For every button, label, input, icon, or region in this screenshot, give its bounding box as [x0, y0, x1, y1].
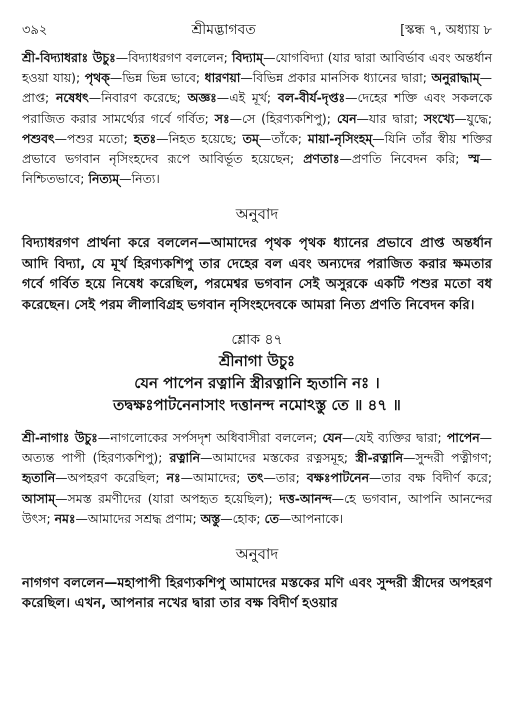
- synonym-meaning: —আমাদের সশ্রদ্ধ প্রণাম;: [75, 510, 201, 526]
- synonym-meaning: —আমাদের মস্তকের রত্নসমূহ;: [200, 450, 356, 466]
- synonym-term: পৃথক্: [84, 70, 110, 86]
- synonym-meaning: —অত্যন্ত পাপী (হিরণ্যকশিপু);: [22, 430, 493, 466]
- synonym-term: সঃ: [214, 110, 230, 126]
- synonym-term: বল-বীর্য-দৃপ্তঃ: [277, 90, 346, 106]
- synonym-meaning: —নিত্য।: [119, 171, 160, 187]
- translation-paragraph-1: বিদ্যাধরগণ প্রার্থনা করে বললেন—আমাদের পৃথক পৃথক ধ্যানের প্রভাবে প্রাপ্ত অন্তর্ধান আদি বিদ্যা, যে মূর্খ হিরণ্যকশিপু তার দেহের বল এবং অন্যদের পরাজিত করার ক্ষমতার গর্বে গর্বিত হয়ে নিষেধ করেছিল, পরমেশ্বর ভগবান সেই অসুরকে একটি পশুর মতো বধ করেছেন। সেই পরম লীলাবিগ্রহ ভগবান নৃসিংহদেবকে আমরা নিত্য প্রণতি নিবেদন করি।: [22, 236, 492, 313]
- synonym-term: রত্নানি: [169, 450, 201, 466]
- synonyms-paragraph-1: [22, 48, 492, 189]
- synonym-term: নিত্যম্: [88, 171, 120, 187]
- synonym-meaning: —তার বক্ষ বিদীর্ণ করে;: [368, 470, 493, 486]
- synonym-meaning: —পশুর মতো;: [54, 130, 134, 146]
- synonym-term: তে: [264, 510, 279, 526]
- synonym-term: শ্রী-বিদ্যাধরাঃ উচুঃ: [22, 50, 116, 65]
- synonym-term: অস্তু: [200, 510, 221, 526]
- synonym-meaning: —তাঁকে;: [258, 130, 308, 146]
- synonym-meaning: —যোগবিদ্যা (যার দ্বারা আবির্ভাব এবং অন্তর্ধান হওয়া যায়);: [22, 50, 492, 86]
- synonym-term: স্ত্রী-রত্নানি: [355, 450, 404, 466]
- verse-line-2: তদ্বক্ষঃপাটনেনাসাং দত্তানন্দ নমোঽস্তু তে ॥ ৪৭ ॥: [113, 396, 401, 415]
- synonym-meaning: —যেই ব্যক্তির দ্বারা;: [342, 430, 447, 446]
- book-title: শ্রীমদ্ভাগবত: [191, 22, 256, 38]
- synonym-meaning: —যার দ্বারা;: [356, 110, 424, 126]
- verse-number: শ্লোক ৪৭: [231, 332, 283, 349]
- synonym-term: আসাম্: [22, 490, 56, 506]
- synonym-term: হৃতানি: [22, 470, 56, 486]
- synonym-term: শ্রী-নাগাঃ উচুঃ: [22, 430, 98, 446]
- synonym-meaning: —নিবারণ করেছে;: [88, 90, 188, 106]
- synonym-meaning: —তার;: [263, 470, 307, 486]
- page-header: [22, 18, 492, 38]
- synonym-meaning: —ভিন্ন ভিন্ন ভাবে;: [109, 70, 205, 86]
- synonym-term: হতঃ: [133, 130, 157, 146]
- synonym-meaning: —যিনি তাঁর স্বীয় শক্তির প্রভাবে ভগবান নৃসিংহদেব রূপে আবির্ভূত হয়েছেন;: [22, 130, 492, 167]
- synonym-term: স্ম: [468, 151, 480, 167]
- synonym-meaning: —সমস্ত রমণীদের (যারা অপহৃত হয়েছিল);: [55, 490, 280, 506]
- synonym-meaning: —যুদ্ধে;: [454, 110, 493, 126]
- translation-paragraph-2: নাগগণ বললেন—মহাপাপী হিরণ্যকশিপু আমাদের মস্তকের মণি এবং সুন্দরী স্ত্রীদের অপহরণ করেছিল। এখন, আপনার নখের দ্বারা তার বক্ষ বিদীর্ণ হওয়ার: [22, 576, 492, 612]
- synonym-meaning: —প্রাপ্ত;: [22, 70, 492, 106]
- synonym-term: মায়া-নৃসিংহম্: [307, 130, 373, 146]
- synonym-term: বিদ্যাম্: [232, 50, 264, 65]
- synonym-term: বক্ষঃপাটনেন: [306, 470, 369, 486]
- synonym-term: নঃ: [166, 470, 181, 486]
- synonym-term: অজ্ঞঃ: [187, 90, 217, 106]
- synonym-meaning: —অপহরণ করেছিল;: [55, 470, 167, 486]
- synonym-term: দত্ত-আনন্দ: [279, 490, 332, 506]
- synonym-meaning: —বিভিন্ন প্রকার মানসিক ধ্যানের দ্বারা;: [240, 70, 432, 86]
- chapter-reference: [স্কন্ধ ৭, অধ্যায় ৮: [400, 23, 492, 38]
- synonym-term: তৎ: [247, 470, 264, 486]
- synonym-meaning: —দেহের শক্তি এবং সকলকে পরাজিত করার সামর্থ্যের গর্বে গর্বিত;: [22, 90, 492, 126]
- translation-heading-1: অনুবাদ: [235, 205, 279, 224]
- synonym-meaning: —নিহত হয়েছে;: [156, 130, 243, 146]
- synonym-meaning: —হোক;: [220, 510, 265, 526]
- synonym-term: পাপেন: [446, 430, 480, 446]
- synonym-term: অনুরাদ্ধাম্: [431, 70, 480, 86]
- synonyms-paragraph-2: [22, 428, 492, 529]
- translation-heading-2: অনুবাদ: [235, 545, 279, 564]
- synonym-term: যেন: [336, 110, 357, 126]
- verse-speaker: শ্রীনাগা উচুঃ: [218, 352, 296, 371]
- synonym-meaning: —প্রণতি নিবেদন করি;: [339, 151, 469, 167]
- synonym-meaning: —বিদ্যাধরগণ বললেন;: [115, 50, 233, 65]
- synonym-meaning: —নিশ্চিতভাবে;: [22, 151, 492, 187]
- synonym-term: ধারণয়া: [204, 70, 241, 86]
- synonym-meaning: —সে (হিরণ্যকশিপু);: [229, 110, 337, 126]
- synonym-meaning: —আমাদের;: [180, 470, 248, 486]
- synonym-meaning: —সুন্দরী পত্নীগণ;: [403, 450, 492, 466]
- synonym-term: যেন: [322, 430, 343, 446]
- synonym-meaning: —নাগলোকের সর্পসদৃশ অধিবাসীরা বললেন;: [97, 430, 323, 446]
- synonym-term: নষেধৎ: [55, 90, 89, 106]
- synonym-term: তম্: [242, 130, 259, 146]
- synonym-meaning: —এই মূর্খ;: [216, 90, 278, 106]
- synonym-term: সংখ্যে: [424, 110, 455, 126]
- synonym-meaning: —হে ভগবান, আপনি আনন্দের উৎস;: [22, 490, 493, 526]
- synonym-term: পশুবৎ: [22, 130, 55, 146]
- page: [22, 18, 492, 615]
- synonym-term: প্রণতাঃ: [303, 151, 340, 167]
- synonym-meaning: —আপনাকে।: [278, 510, 344, 526]
- verse-line-1: যেন পাপেন রত্নানি স্ত্রীরত্নানি হৃতানি নঃ ।: [134, 374, 380, 393]
- page-number: ৩৯২: [22, 23, 48, 38]
- synonym-term: নমঃ: [54, 510, 76, 526]
